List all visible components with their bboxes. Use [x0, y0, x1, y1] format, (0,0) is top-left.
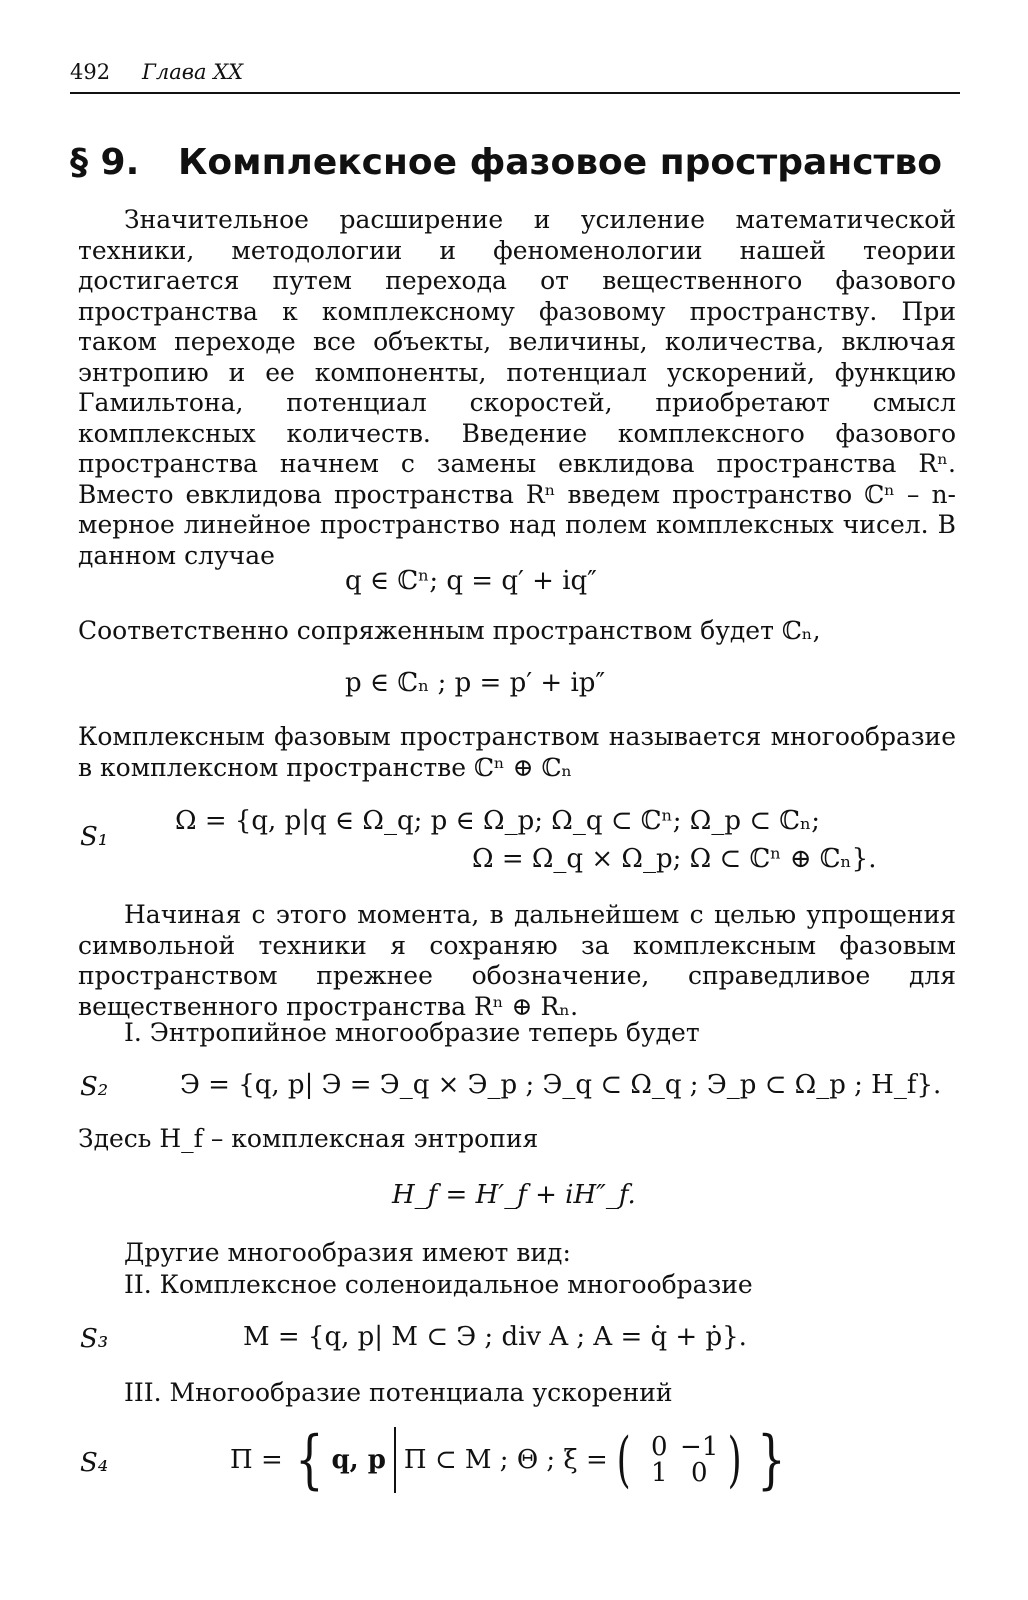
other-manifolds-line: Другие многообразия имеют вид:: [124, 1238, 571, 1267]
conjugate-space-line: Соответственно сопряженным пространством будет ℂₙ,: [78, 616, 821, 645]
manifold-label-s3: S₃: [80, 1324, 109, 1354]
equation-s4: [230, 1418, 791, 1502]
matrix-2x2: [639, 1434, 719, 1486]
intro-paragraph: Значительное расширение и усиление математической техники, методологии и феноменологии нашей теории достигается путем перехода от вещественного фазового пространства к комплексному фазовому пространству. При таком переходе все объекты, величины, количества, включая энтропию и ее компоненты, потенциал ускорений, функцию Гамильтона, потенциал скоростей, приобретают смысл комплексных количеств. Введение комплексного фазового пространства начнем с замены евклидова пространства Rⁿ. Вместо евклидова пространства Rⁿ введем пространство ℂⁿ – n-мерное линейное пространство над полем комплексных чисел. В данном случае: [78, 205, 956, 570]
chapter-label: Глава XX: [142, 60, 244, 84]
equation-s2: Э = {q, p| Э = Э_q × Э_p ; Э_q ⊂ Ω_q ; Э_p ⊂ Ω_p ; H_f}.: [180, 1070, 942, 1100]
section-heading: [70, 142, 942, 183]
equation-entropy: H_f = H′_f + iH″_f.: [392, 1180, 636, 1210]
s4-left-brace: {: [294, 1423, 324, 1497]
complex-entropy-line: Здесь H_f – комплексная энтропия: [78, 1124, 539, 1153]
manifold-label-s2: S₂: [80, 1072, 109, 1102]
manifold-label-s4: S₄: [80, 1448, 109, 1478]
equation-p: p ∈ ℂₙ ; p = p′ + ip″: [345, 668, 606, 698]
page-number: 492: [70, 60, 111, 84]
acceleration-potential-intro: III. Многообразие потенциала ускорений: [124, 1378, 673, 1407]
entropy-manifold-intro: I. Энтропийное многообразие теперь будет: [124, 1018, 700, 1047]
s4-set-left: q, p: [331, 1445, 386, 1475]
section-number: § 9.: [70, 142, 140, 183]
running-header: [70, 58, 960, 94]
equation-q: q ∈ ℂⁿ; q = q′ + iq″: [345, 566, 597, 596]
matrix-cell-0-1: −1: [680, 1432, 719, 1462]
s4-right-brace: }: [756, 1423, 786, 1497]
s4-divider: [394, 1427, 396, 1493]
manifold-label-s1: S₁: [80, 822, 109, 852]
section-title: Комплексное фазовое пространство: [178, 142, 942, 183]
matrix-cell-0-0: 0: [650, 1432, 668, 1462]
s4-lhs: Π =: [230, 1445, 283, 1475]
matrix-cell-1-1: 0: [690, 1458, 708, 1488]
equation-s3: M = {q, p| M ⊂ Э ; div A ; A = q̇ + ṗ}.: [243, 1322, 747, 1352]
s4-set-right: Π ⊂ M ; Θ ; ξ =: [403, 1445, 608, 1475]
matrix-right-paren: ): [727, 1425, 742, 1495]
phase-space-definition: Комплексным фазовым пространством называется многообразие в комплексном пространстве ℂⁿ ⊕ ℂₙ: [78, 722, 956, 782]
matrix-cell-1-0: 1: [650, 1458, 668, 1488]
equation-s1-line2: Ω = Ω_q × Ω_p; Ω ⊂ ℂⁿ ⊕ ℂₙ}.: [472, 844, 877, 874]
matrix-left-paren: (: [616, 1425, 631, 1495]
equation-s1-line1: Ω = {q, p|q ∈ Ω_q; p ∈ Ω_p; Ω_q ⊂ ℂⁿ; Ω_p ⊂ ℂₙ;: [175, 806, 820, 836]
solenoidal-manifold-intro: II. Комплексное соленоидальное многообразие: [124, 1270, 753, 1299]
notation-paragraph: Начиная с этого момента, в дальнейшем с целью упрощения символьной техники я сохраняю за комплексным фазовым пространством прежнее обозначение, справедливое для вещественного пространства Rⁿ ⊕ Rₙ.: [78, 900, 956, 1021]
